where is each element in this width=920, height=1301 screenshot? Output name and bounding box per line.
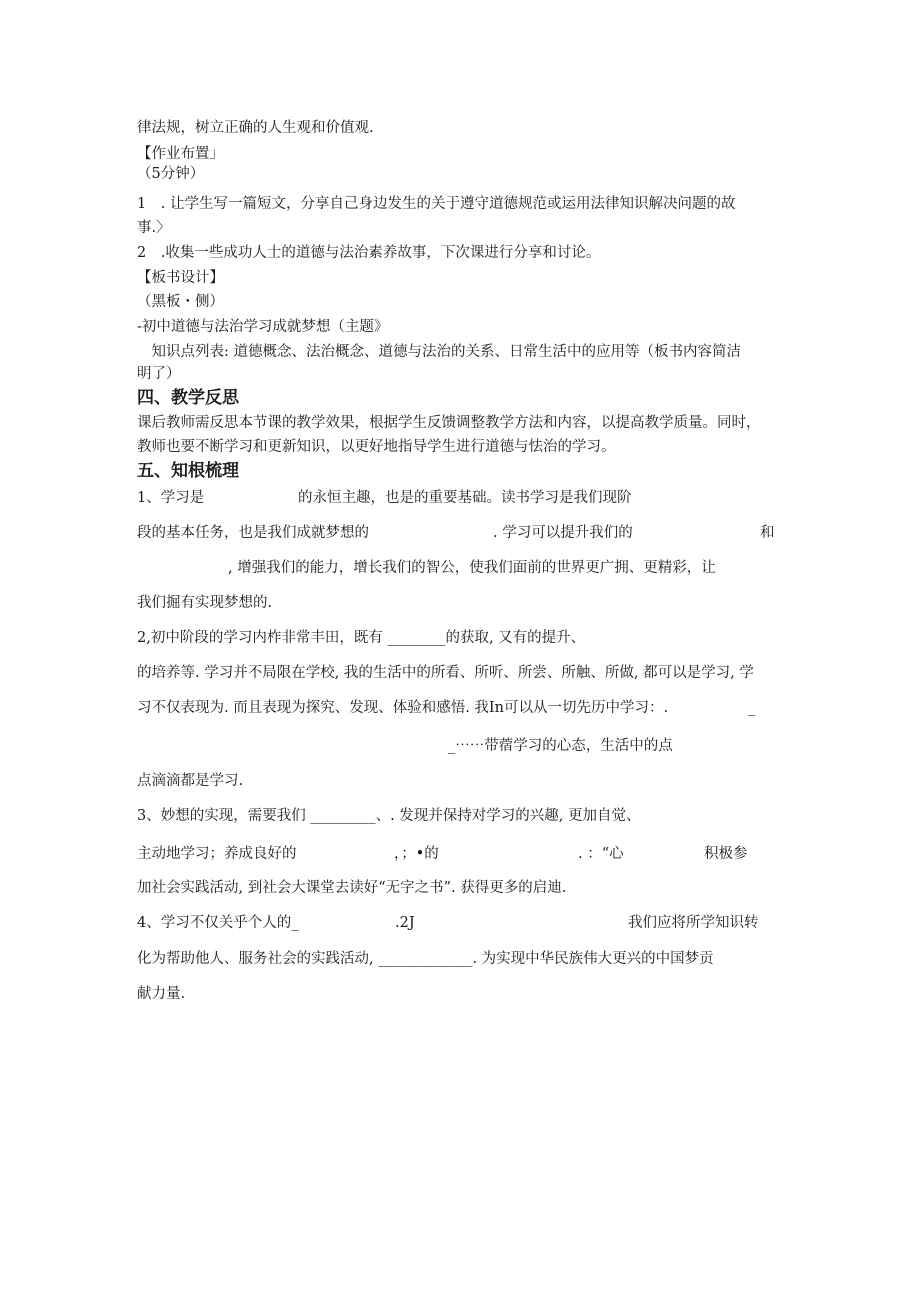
text-line: 点滴滴都是学习.: [137, 773, 244, 789]
text-line: 我们掘有实现梦想的.: [137, 595, 273, 611]
text-line: 的培养等. 学习并不局限在学校, 我的生活中的所看、所听、所尝、所触、所做, 都可以是学习, 学: [137, 665, 754, 681]
text-line: 段的基本任务，也是我们成就梦想的: [137, 525, 369, 541]
text-line: 我们应将所学知识转: [628, 915, 759, 931]
blank-mark: _: [748, 700, 756, 716]
text-line: _⋯⋯带蓿学习的心态，生活中的点: [448, 738, 673, 754]
text-line: 4、学习不仅关乎个人的_: [137, 915, 299, 931]
text-line: 事.〉: [137, 220, 171, 236]
text-line: 的永恒主趣，也是的重要基础。读书学习是我们现阶: [298, 490, 632, 506]
homework-item-1: 1 . 让学生写一篇短文，分享自己身边发生的关于遵守道德规范或运用法律知识解决问题的故: [137, 196, 736, 212]
text-line: 1、学习是: [137, 490, 205, 506]
text-line: 2,初中阶段的学习内柞非常丰田，既有 ________的获取, 又有的提升、: [137, 630, 586, 646]
section-heading-knowledge: 五、知根梳理: [137, 461, 239, 481]
homework-item-2: 2 .收集一些成功人士的道德与法治素养故事，下次课进行分享和讨论。: [137, 245, 601, 261]
text-line: 知识点列表: 道德概念、法治概念、道德与法治的关系、日常生活中的应用等（板书内容简洁: [137, 344, 741, 360]
text-line: 和: [760, 525, 775, 541]
text-line: .2J: [395, 915, 415, 931]
text-line: ，；•的: [394, 846, 439, 862]
text-line: 习不仅表现为. 而且表现为探究、发现、体验和感悟. 我In可以从一切先历中学习：.: [137, 700, 669, 716]
text-line: 献力量.: [137, 986, 186, 1002]
text-line: 课后教师需反思本节课的教学效果，根据学生反馈调整教学方法和内容，以提高教学质量。同时，: [137, 415, 761, 431]
text-line: 积极参: [704, 846, 748, 862]
text-line: . 学习可以提升我们的: [493, 525, 633, 541]
text-line: , 增强我们的能力，增长我们的智公，使我们面前的世界更广拥、更精彩，让: [228, 560, 716, 576]
text-line: . ：“心: [578, 846, 624, 862]
text-line: 律法规，树立正确的人生观和价值观.: [137, 120, 374, 136]
text-line: 3、妙想的实现，需要我们 _________、. 发现并保持对学习的兴趣, 更加自觉、: [137, 808, 641, 824]
text-line: （黑板・侧）: [137, 294, 224, 310]
homework-duration: （5分钟）: [137, 166, 205, 182]
text-line: -初中道德与法治学习成就梦想（主题》: [137, 319, 389, 335]
section-heading-reflection: 四、教学反思: [137, 388, 239, 408]
homework-heading: 【作业布置」: [137, 146, 224, 162]
text-line: 明了）: [137, 366, 181, 382]
text-line: 加社会实践活动, 到社会大课堂去读好“无字之书”. 获得更多的启迪.: [137, 880, 567, 896]
text-line: 化为帮助他人、服务社会的实践活动, _____________. 为实现中华民族伟大更兴的中国梦贡: [137, 951, 714, 967]
board-design-heading: 【板书设计】: [137, 270, 224, 286]
text-line: 教师也要不断学习和更新知识，以更好地指导学生进行道德与怯治的学习。: [137, 439, 616, 455]
text-line: 主动地学习；养成良好的: [137, 846, 297, 862]
